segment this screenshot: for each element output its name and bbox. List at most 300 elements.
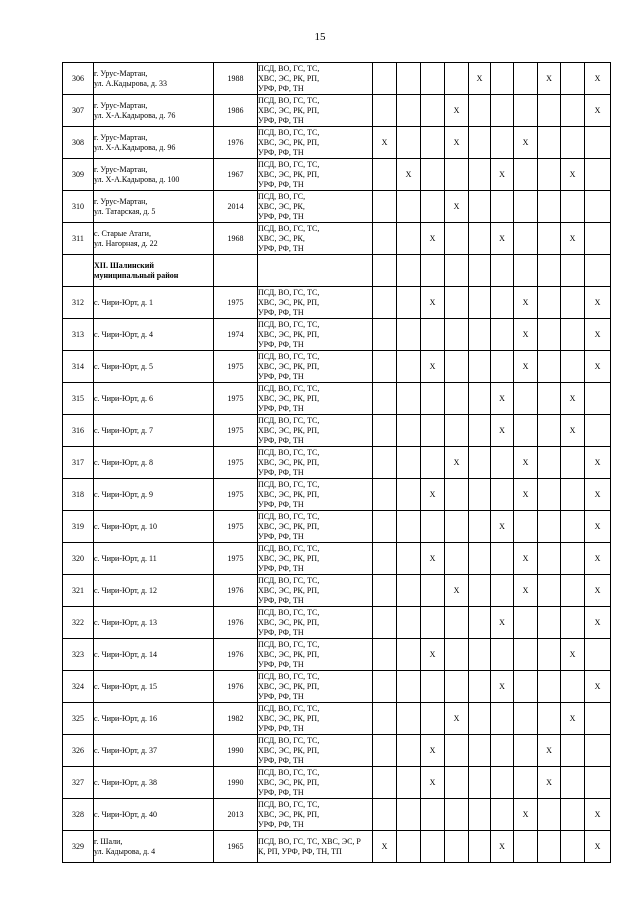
work-mark-cell: X	[514, 447, 538, 479]
work-mark-cell	[445, 319, 469, 351]
work-mark-cell	[397, 191, 421, 223]
work-mark-cell	[538, 703, 561, 735]
work-mark-cell	[421, 575, 445, 607]
build-year: 2014	[214, 191, 258, 223]
work-mark-cell	[561, 287, 585, 319]
work-mark-cell: X	[538, 767, 561, 799]
work-mark-cell	[514, 383, 538, 415]
work-mark-cell	[514, 223, 538, 255]
work-types: ПСД, ВО, ГС, ТС, ХВС, ЭС, РК, РП, УРФ, РФ, ТН	[258, 415, 373, 447]
work-mark-cell	[445, 767, 469, 799]
work-mark-cell: X	[585, 479, 611, 511]
row-number: 323	[63, 639, 94, 671]
row-number: 328	[63, 799, 94, 831]
work-mark-cell	[421, 127, 445, 159]
work-mark-cell	[538, 575, 561, 607]
work-mark-cell	[373, 383, 397, 415]
work-mark-cell: X	[514, 287, 538, 319]
work-mark-cell: X	[561, 415, 585, 447]
work-types: ПСД, ВО, ГС, ТС, ХВС, ЭС, РК, РП, УРФ, РФ, ТН	[258, 447, 373, 479]
work-mark-cell	[538, 383, 561, 415]
table-body	[63, 63, 611, 863]
work-mark-cell: X	[585, 447, 611, 479]
work-mark-cell: X	[491, 607, 514, 639]
table-row	[63, 95, 611, 127]
work-mark-cell	[585, 383, 611, 415]
work-mark-cell	[445, 511, 469, 543]
work-mark-cell: X	[561, 159, 585, 191]
work-types: ПСД, ВО, ГС, ТС, ХВС, ЭС, РК, РП, УРФ, РФ, ТН	[258, 607, 373, 639]
work-mark-cell	[445, 479, 469, 511]
work-mark-cell: X	[514, 799, 538, 831]
work-mark-cell	[373, 95, 397, 127]
row-number: 321	[63, 575, 94, 607]
work-mark-cell	[538, 287, 561, 319]
work-mark-cell	[469, 767, 491, 799]
row-number: 306	[63, 63, 94, 95]
work-mark-cell	[397, 543, 421, 575]
work-mark-cell: X	[585, 607, 611, 639]
work-mark-cell	[561, 767, 585, 799]
work-mark-cell	[491, 767, 514, 799]
work-mark-cell: X	[491, 831, 514, 863]
work-mark-cell	[373, 575, 397, 607]
work-mark-cell	[561, 255, 585, 287]
work-mark-cell	[397, 639, 421, 671]
work-mark-cell	[397, 415, 421, 447]
work-mark-cell: X	[585, 63, 611, 95]
work-mark-cell	[561, 735, 585, 767]
work-mark-cell	[373, 479, 397, 511]
work-mark-cell: X	[585, 319, 611, 351]
work-mark-cell: X	[421, 767, 445, 799]
row-number: 318	[63, 479, 94, 511]
work-mark-cell	[538, 671, 561, 703]
work-mark-cell	[538, 543, 561, 575]
build-year	[214, 255, 258, 287]
work-mark-cell: X	[421, 735, 445, 767]
work-mark-cell	[514, 607, 538, 639]
table-row	[63, 127, 611, 159]
work-mark-cell	[445, 543, 469, 575]
address: г. Урус-Мартан, ул. Х-А.Кадырова, д. 100	[94, 159, 214, 191]
work-mark-cell	[514, 191, 538, 223]
work-mark-cell	[491, 95, 514, 127]
work-mark-cell: X	[514, 351, 538, 383]
work-mark-cell	[373, 447, 397, 479]
work-mark-cell	[373, 543, 397, 575]
work-mark-cell	[445, 735, 469, 767]
table-row	[63, 479, 611, 511]
row-number: 311	[63, 223, 94, 255]
table-row	[63, 799, 611, 831]
work-types: ПСД, ВО, ГС, ХВС, ЭС, РК, УРФ, РФ, ТН	[258, 191, 373, 223]
work-mark-cell	[585, 223, 611, 255]
work-types: ПСД, ВО, ГС, ТС, ХВС, ЭС, РК, РП, УРФ, РФ, ТН	[258, 799, 373, 831]
row-number	[63, 255, 94, 287]
work-mark-cell	[514, 671, 538, 703]
work-mark-cell	[445, 607, 469, 639]
work-mark-cell: X	[514, 319, 538, 351]
work-mark-cell: X	[421, 223, 445, 255]
work-mark-cell	[421, 255, 445, 287]
table-row	[63, 63, 611, 95]
address: г. Урус-Мартан, ул. Татарская, д. 5	[94, 191, 214, 223]
work-mark-cell	[421, 319, 445, 351]
work-mark-cell	[397, 831, 421, 863]
table-row	[63, 287, 611, 319]
build-year: 1967	[214, 159, 258, 191]
work-types	[258, 255, 373, 287]
work-mark-cell	[469, 447, 491, 479]
work-mark-cell	[397, 287, 421, 319]
work-mark-cell	[397, 671, 421, 703]
work-mark-cell	[561, 351, 585, 383]
row-number: 308	[63, 127, 94, 159]
work-mark-cell	[491, 447, 514, 479]
work-mark-cell	[445, 799, 469, 831]
work-mark-cell: X	[514, 543, 538, 575]
work-mark-cell	[585, 767, 611, 799]
work-mark-cell	[491, 735, 514, 767]
address: с. Чири-Юрт, д. 37	[94, 735, 214, 767]
work-mark-cell	[397, 575, 421, 607]
work-types: ПСД, ВО, ГС, ТС, ХВС, ЭС, РК, РП, УРФ, РФ, ТН	[258, 671, 373, 703]
work-mark-cell	[373, 351, 397, 383]
table-row	[63, 607, 611, 639]
work-mark-cell	[561, 575, 585, 607]
work-mark-cell	[469, 159, 491, 191]
work-mark-cell: X	[491, 671, 514, 703]
work-mark-cell	[514, 639, 538, 671]
build-year: 1975	[214, 383, 258, 415]
work-mark-cell: X	[561, 383, 585, 415]
work-mark-cell	[491, 799, 514, 831]
work-mark-cell	[397, 255, 421, 287]
work-mark-cell	[585, 735, 611, 767]
work-mark-cell	[397, 127, 421, 159]
row-number: 307	[63, 95, 94, 127]
address: г. Шали, ул. Кадырова, д. 4	[94, 831, 214, 863]
work-mark-cell	[397, 767, 421, 799]
address: с. Чири-Юрт, д. 10	[94, 511, 214, 543]
work-mark-cell	[491, 255, 514, 287]
work-mark-cell	[491, 639, 514, 671]
work-mark-cell: X	[421, 479, 445, 511]
work-types: ПСД, ВО, ГС, ТС, ХВС, ЭС, РК, РП, УРФ, РФ, ТН	[258, 639, 373, 671]
work-mark-cell	[421, 831, 445, 863]
work-mark-cell	[421, 415, 445, 447]
work-mark-cell	[421, 671, 445, 703]
work-types: ПСД, ВО, ГС, ТС, ХВС, ЭС, РК, РП, УРФ, РФ, ТН	[258, 543, 373, 575]
work-mark-cell	[538, 447, 561, 479]
address: с. Чири-Юрт, д. 1	[94, 287, 214, 319]
work-mark-cell	[469, 831, 491, 863]
work-mark-cell	[397, 223, 421, 255]
work-types: ПСД, ВО, ГС, ТС, ХВС, ЭС, РК, РП, УРФ, РФ, ТН	[258, 159, 373, 191]
work-mark-cell	[561, 831, 585, 863]
address: г. Урус-Мартан, ул. А.Кадырова, д. 33	[94, 63, 214, 95]
work-mark-cell	[373, 159, 397, 191]
work-mark-cell: X	[585, 287, 611, 319]
work-mark-cell	[538, 479, 561, 511]
row-number: 317	[63, 447, 94, 479]
row-number: 326	[63, 735, 94, 767]
work-mark-cell	[469, 127, 491, 159]
work-mark-cell	[585, 159, 611, 191]
work-types: ПСД, ВО, ГС, ТС, ХВС, ЭС, РК, РП, УРФ, РФ, ТН	[258, 63, 373, 95]
work-mark-cell	[491, 703, 514, 735]
address: с. Чири-Юрт, д. 14	[94, 639, 214, 671]
work-mark-cell	[469, 607, 491, 639]
build-year: 1986	[214, 95, 258, 127]
work-mark-cell	[491, 543, 514, 575]
work-mark-cell	[445, 831, 469, 863]
work-mark-cell	[373, 767, 397, 799]
work-mark-cell	[469, 735, 491, 767]
work-mark-cell	[445, 639, 469, 671]
row-number: 312	[63, 287, 94, 319]
build-year: 1975	[214, 415, 258, 447]
work-mark-cell: X	[491, 223, 514, 255]
work-mark-cell	[397, 735, 421, 767]
work-mark-cell	[538, 511, 561, 543]
work-mark-cell	[421, 63, 445, 95]
build-year: 1975	[214, 287, 258, 319]
work-mark-cell: X	[585, 511, 611, 543]
work-types: ПСД, ВО, ГС, ТС, ХВС, ЭС, РК, РП, УРФ, РФ, ТН	[258, 735, 373, 767]
work-types: ПСД, ВО, ГС, ТС, ХВС, ЭС, РК, РП, УРФ, РФ, ТН	[258, 703, 373, 735]
build-year: 1974	[214, 319, 258, 351]
work-mark-cell	[373, 607, 397, 639]
table-row	[63, 223, 611, 255]
work-mark-cell	[373, 671, 397, 703]
table-row	[63, 703, 611, 735]
address: с. Чири-Юрт, д. 7	[94, 415, 214, 447]
work-mark-cell	[421, 383, 445, 415]
row-number: 315	[63, 383, 94, 415]
build-year: 1975	[214, 543, 258, 575]
work-mark-cell: X	[561, 223, 585, 255]
work-mark-cell: X	[561, 639, 585, 671]
work-mark-cell	[373, 319, 397, 351]
build-year: 1990	[214, 735, 258, 767]
work-mark-cell: X	[585, 575, 611, 607]
work-mark-cell	[538, 255, 561, 287]
housing-repair-table	[62, 62, 611, 863]
build-year: 1976	[214, 127, 258, 159]
work-mark-cell	[421, 799, 445, 831]
work-types: ПСД, ВО, ГС, ТС, ХВС, ЭС, РК, РП, УРФ, РФ, ТН	[258, 95, 373, 127]
build-year: 1975	[214, 447, 258, 479]
work-mark-cell	[373, 799, 397, 831]
work-mark-cell	[445, 223, 469, 255]
work-mark-cell	[491, 127, 514, 159]
work-mark-cell: X	[514, 127, 538, 159]
address: г. Урус-Мартан, ул. Х-А.Кадырова, д. 76	[94, 95, 214, 127]
work-mark-cell: X	[445, 95, 469, 127]
work-mark-cell: X	[445, 191, 469, 223]
table-row	[63, 575, 611, 607]
section-title: XII. Шалинский муниципальный район	[94, 255, 214, 287]
table-row	[63, 767, 611, 799]
build-year: 1982	[214, 703, 258, 735]
work-mark-cell	[514, 703, 538, 735]
work-mark-cell	[538, 191, 561, 223]
table-row	[63, 639, 611, 671]
work-mark-cell: X	[538, 735, 561, 767]
row-number: 309	[63, 159, 94, 191]
work-mark-cell	[373, 639, 397, 671]
work-mark-cell	[469, 415, 491, 447]
page-number: 15	[314, 31, 326, 43]
address: с. Чири-Юрт, д. 13	[94, 607, 214, 639]
work-mark-cell	[421, 703, 445, 735]
address: с. Старые Атаги, ул. Нагорная, д. 22	[94, 223, 214, 255]
table-row	[63, 735, 611, 767]
work-mark-cell	[491, 319, 514, 351]
work-mark-cell	[491, 287, 514, 319]
work-mark-cell	[469, 351, 491, 383]
work-mark-cell: X	[397, 159, 421, 191]
work-mark-cell: X	[421, 351, 445, 383]
work-mark-cell	[585, 255, 611, 287]
work-mark-cell	[561, 479, 585, 511]
work-mark-cell	[421, 511, 445, 543]
work-mark-cell	[585, 703, 611, 735]
work-mark-cell	[469, 319, 491, 351]
work-mark-cell	[469, 511, 491, 543]
work-mark-cell	[421, 95, 445, 127]
row-number: 313	[63, 319, 94, 351]
work-mark-cell	[561, 799, 585, 831]
work-mark-cell	[514, 831, 538, 863]
work-mark-cell: X	[445, 447, 469, 479]
row-number: 325	[63, 703, 94, 735]
table-row	[63, 319, 611, 351]
work-mark-cell: X	[491, 383, 514, 415]
address: с. Чири-Юрт, д. 38	[94, 767, 214, 799]
work-mark-cell	[469, 799, 491, 831]
work-mark-cell: X	[445, 703, 469, 735]
work-mark-cell	[469, 191, 491, 223]
work-mark-cell	[397, 799, 421, 831]
work-mark-cell	[538, 127, 561, 159]
work-mark-cell	[514, 95, 538, 127]
work-mark-cell	[469, 575, 491, 607]
work-mark-cell	[469, 671, 491, 703]
work-types: ПСД, ВО, ГС, ТС, ХВС, ЭС, РК, РП, УРФ, РФ, ТН	[258, 127, 373, 159]
work-mark-cell	[397, 511, 421, 543]
row-number: 327	[63, 767, 94, 799]
work-mark-cell	[561, 607, 585, 639]
row-number: 316	[63, 415, 94, 447]
work-mark-cell	[538, 831, 561, 863]
work-mark-cell	[397, 95, 421, 127]
work-mark-cell	[469, 223, 491, 255]
table-row	[63, 415, 611, 447]
work-mark-cell	[373, 735, 397, 767]
work-mark-cell: X	[445, 127, 469, 159]
work-mark-cell	[514, 255, 538, 287]
work-mark-cell: X	[491, 159, 514, 191]
work-mark-cell	[491, 575, 514, 607]
build-year: 1976	[214, 671, 258, 703]
build-year: 1975	[214, 511, 258, 543]
build-year: 1990	[214, 767, 258, 799]
work-mark-cell	[561, 63, 585, 95]
work-mark-cell	[421, 191, 445, 223]
work-types: ПСД, ВО, ГС, ТС, ХВС, ЭС, РК, РП, УРФ, РФ, ТН	[258, 575, 373, 607]
table-row	[63, 447, 611, 479]
work-mark-cell: X	[585, 831, 611, 863]
work-mark-cell	[397, 63, 421, 95]
work-mark-cell	[585, 415, 611, 447]
work-mark-cell	[373, 63, 397, 95]
work-mark-cell	[469, 95, 491, 127]
work-mark-cell	[373, 223, 397, 255]
table-row	[63, 159, 611, 191]
row-number: 324	[63, 671, 94, 703]
work-mark-cell: X	[561, 703, 585, 735]
build-year: 1976	[214, 607, 258, 639]
work-mark-cell	[538, 95, 561, 127]
build-year: 2013	[214, 799, 258, 831]
work-types: ПСД, ВО, ГС, ТС, ХВС, ЭС, РК, РП, УРФ, РФ, ТН	[258, 351, 373, 383]
work-types: ПСД, ВО, ГС, ТС, ХВС, ЭС, РК, УРФ, РФ, ТН	[258, 223, 373, 255]
work-mark-cell	[514, 767, 538, 799]
work-mark-cell	[561, 127, 585, 159]
work-mark-cell: X	[469, 63, 491, 95]
work-mark-cell	[585, 639, 611, 671]
table-row	[63, 383, 611, 415]
work-mark-cell	[445, 255, 469, 287]
work-mark-cell: X	[373, 127, 397, 159]
work-mark-cell	[538, 607, 561, 639]
address: с. Чири-Юрт, д. 12	[94, 575, 214, 607]
work-mark-cell	[421, 159, 445, 191]
work-mark-cell	[373, 511, 397, 543]
work-mark-cell	[514, 415, 538, 447]
work-mark-cell	[397, 351, 421, 383]
work-mark-cell	[445, 383, 469, 415]
work-types: ПСД, ВО, ГС, ТС, ХВС, ЭС, РК, РП, УРФ, РФ, ТН	[258, 479, 373, 511]
work-mark-cell	[514, 511, 538, 543]
work-mark-cell	[469, 703, 491, 735]
work-mark-cell	[421, 447, 445, 479]
address: с. Чири-Юрт, д. 4	[94, 319, 214, 351]
work-types: ПСД, ВО, ГС, ТС, ХВС, ЭС, РК, РП, УРФ, РФ, ТН	[258, 383, 373, 415]
work-mark-cell	[585, 191, 611, 223]
row-number: 329	[63, 831, 94, 863]
build-year: 1975	[214, 479, 258, 511]
table-row	[63, 351, 611, 383]
work-mark-cell	[445, 63, 469, 95]
work-mark-cell	[373, 415, 397, 447]
address: с. Чири-Юрт, д. 6	[94, 383, 214, 415]
work-mark-cell	[373, 703, 397, 735]
address: с. Чири-Юрт, д. 5	[94, 351, 214, 383]
work-mark-cell	[397, 607, 421, 639]
work-mark-cell	[514, 63, 538, 95]
work-mark-cell	[538, 159, 561, 191]
work-mark-cell	[561, 447, 585, 479]
build-year: 1968	[214, 223, 258, 255]
section-header-row	[63, 255, 611, 287]
work-mark-cell: X	[514, 575, 538, 607]
work-mark-cell: X	[445, 575, 469, 607]
work-mark-cell: X	[538, 63, 561, 95]
